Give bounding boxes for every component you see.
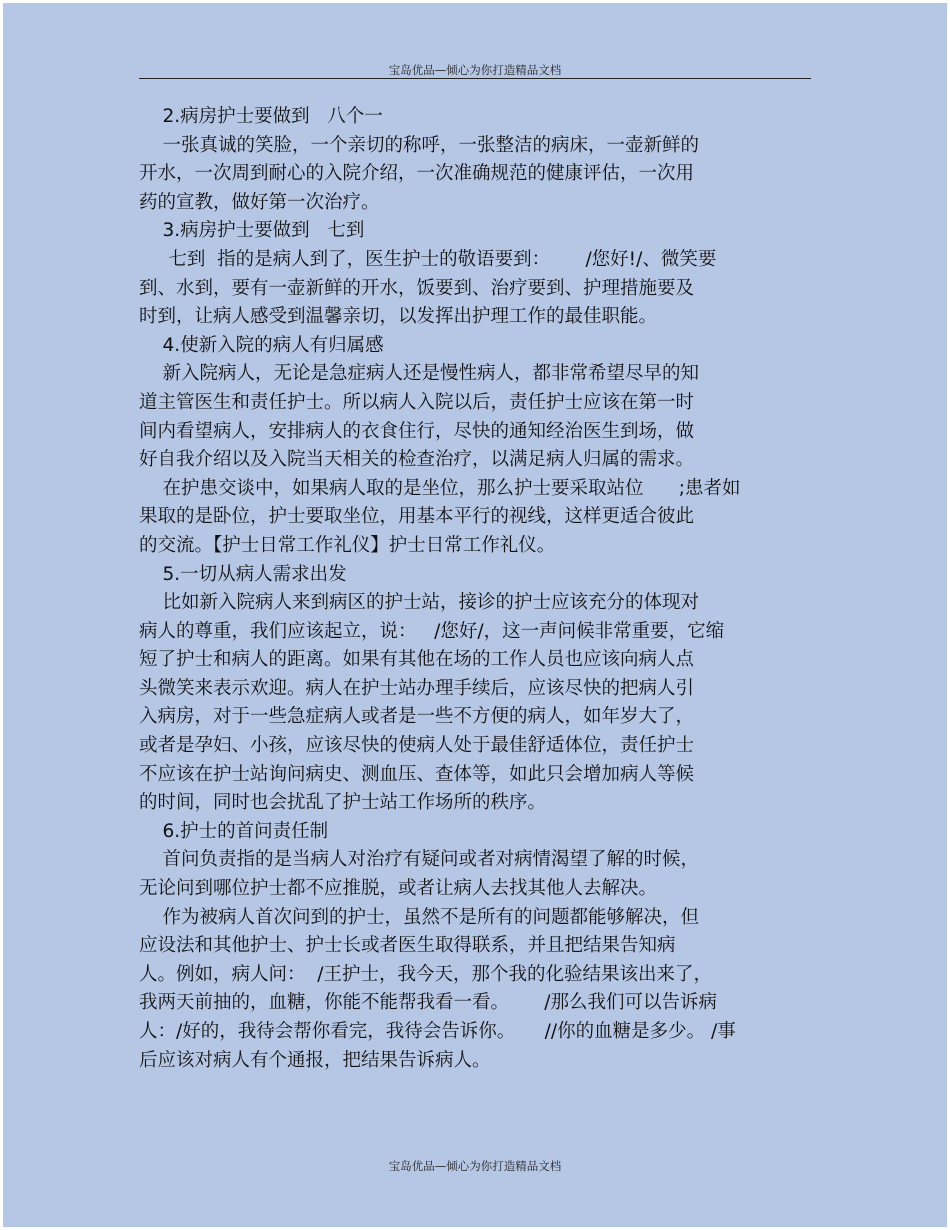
text-line: 短了护士和病人的距离。如果有其他在场的工作人员也应该向病人点 — [139, 649, 695, 671]
text-line: 果取的是卧位，护士要取坐位，用基本平行的视线，这样更适合彼此 — [139, 506, 695, 528]
text-line: 人。例如，病人问： /王护士，我今天，那个我的化验结果该出来了， — [139, 963, 712, 985]
heading-5: 5.一切从病人需求出发 — [139, 563, 347, 585]
text-line: 药的宣教，做好第一次治疗。 — [139, 191, 380, 213]
text-line: 到、水到，要有一壶新鲜的开水，饭要到、治疗要到、护理措施要及 — [139, 277, 695, 299]
text-line: 的交流。【护士日常工作礼仪】护士日常工作礼仪。 — [139, 534, 556, 556]
text-line: 开水，一次周到耐心的入院介绍，一次准确规范的健康评估，一次用 — [139, 163, 695, 185]
heading-4: 4.使新入院的病人有归属感 — [139, 334, 384, 356]
document-page — [3, 3, 947, 1227]
document-body — [139, 103, 839, 1075]
heading-2: 2.病房护士要做到 八个一 — [139, 106, 383, 127]
text-line: 后应该对病人有个通报，把结果告诉病人。 — [139, 1049, 491, 1071]
text-line: 首问负责指的是当病人对治疗有疑问或者对病情渴望了解的时候， — [139, 849, 700, 871]
text-line: 一张真诚的笑脸，一个亲切的称呼，一张整洁的病床，一壶新鲜的 — [139, 134, 700, 156]
heading-6: 6.护士的首问责任制 — [139, 820, 329, 842]
text-line: 不应该在护士站询问病史、测血压、查体等，如此只会增加病人等候 — [139, 763, 695, 785]
text-line: 入病房，对于一些急症病人或者是一些不方便的病人，如年岁大了， — [139, 706, 695, 728]
text-line: 病人的尊重，我们应该起立，说： /您好/，这一声问候非常重要，它缩 — [139, 620, 725, 642]
header-divider — [139, 78, 811, 79]
text-line: 无论问到哪位护士都不应推脱，或者让病人去找其他人去解决。 — [139, 878, 658, 900]
text-line: 头微笑来表示欢迎。病人在护士站办理手续后，应该尽快的把病人引 — [139, 677, 695, 699]
text-line: 好自我介绍以及入院当天相关的检查治疗，以满足病人归属的需求。 — [139, 449, 695, 471]
text-line: 道主管医生和责任护士。所以病人入院以后，责任护士应该在第一时 — [139, 391, 695, 413]
text-line: 应设法和其他护士、护士长或者医生取得联系，并且把结果告知病 — [139, 935, 676, 957]
text-line: 人：/好的，我待会帮你看完，我待会告诉你。 //你的血糖是多少。 /事 — [139, 1021, 736, 1042]
text-line: 在护患交谈中，如果病人取的是坐位，那么护士要采取站位 ;患者如 — [139, 477, 741, 499]
page-header: 宝岛优品—倾心为你打造精品文档 — [388, 63, 562, 77]
text-line: 的时间，同时也会扰乱了护士站工作场所的秩序。 — [139, 792, 547, 814]
text-line: 七到 指的是病人到了，医生护士的敬语要到： /您好!/、微笑要 — [139, 248, 717, 270]
text-line: 或者是孕妇、小孩，应该尽快的使病人处于最佳舒适体位，责任护士 — [139, 735, 695, 757]
text-line: 比如新入院病人来到病区的护士站，接诊的护士应该充分的体现对 — [139, 592, 700, 614]
heading-3: 3.病房护士要做到 七到 — [139, 220, 365, 242]
text-line: 间内看望病人，安排病人的衣食住行，尽快的通知经治医生到场，做 — [139, 420, 695, 442]
text-line: 新入院病人，无论是急症病人还是慢性病人，都非常希望尽早的知 — [139, 363, 700, 385]
page-footer: 宝岛优品—倾心为你打造精品文档 — [388, 1159, 562, 1173]
text-line: 作为被病人首次问到的护士，虽然不是所有的问题都能够解决，但 — [139, 906, 700, 928]
text-line: 时到，让病人感受到温馨亲切，以发挥出护理工作的最佳职能。 — [139, 306, 658, 328]
text-line: 我两天前抽的，血糖，你能不能帮我看一看。 /那么我们可以告诉病 — [139, 992, 718, 1014]
